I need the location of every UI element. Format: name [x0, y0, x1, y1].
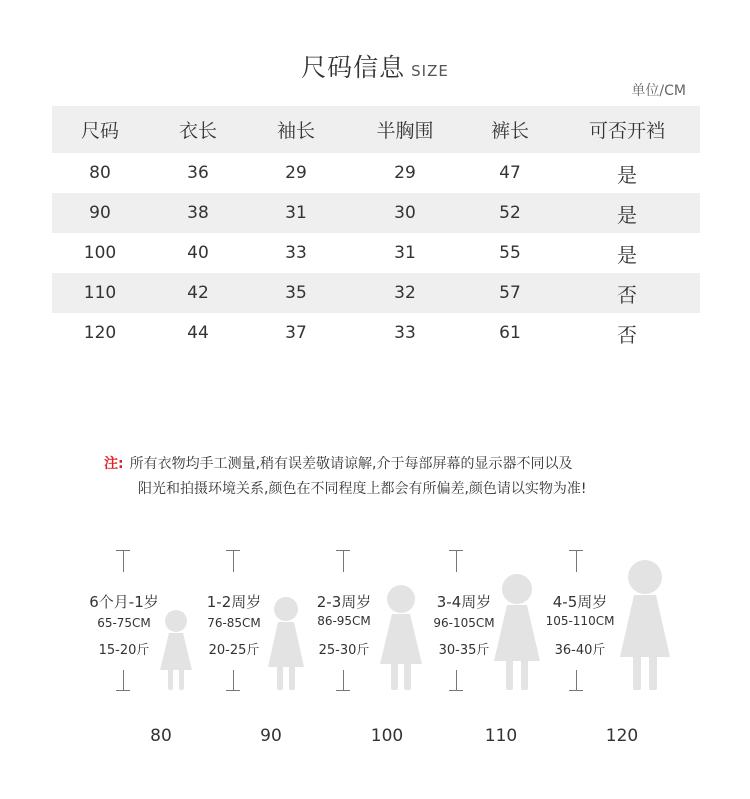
height-bracket-bottom [116, 690, 130, 691]
table-cell: 44 [187, 323, 209, 343]
table-cell: 42 [187, 283, 209, 303]
height-bracket-line [456, 670, 457, 690]
table-cell: 29 [285, 163, 307, 183]
height-bracket-bottom [336, 690, 350, 691]
height-bracket-line [123, 550, 124, 572]
table-cell: 31 [394, 243, 416, 263]
height-range: 105-110CM [545, 614, 615, 628]
weight-range: 25-30斤 [318, 643, 370, 658]
table-cell: 47 [499, 163, 521, 183]
size-label: 90 [260, 726, 282, 746]
title-subtitle: SIZE [411, 62, 449, 80]
size-label: 120 [605, 726, 639, 746]
table-cell: 33 [394, 323, 416, 343]
column-header: 裤长 [490, 120, 529, 142]
weight-range: 20-25斤 [208, 643, 260, 658]
height-bracket-line [576, 550, 577, 572]
table-cell: 30 [394, 203, 416, 223]
age-label: 4-5周岁 [552, 593, 608, 611]
weight-range: 15-20斤 [98, 643, 150, 658]
table-row [52, 193, 700, 233]
note-line-2: 阳光和拍摄环境关系,颜色在不同程度上都会有所偏差,颜色请以实物为准! [138, 481, 587, 497]
age-label: 2-3周岁 [316, 593, 372, 611]
age-label: 6个月-1岁 [89, 593, 159, 611]
table-cell: 38 [187, 203, 209, 223]
table-cell: 37 [285, 323, 307, 343]
table-cell: 100 [83, 243, 117, 263]
table-cell: 29 [394, 163, 416, 183]
child-silhouette-icon [616, 558, 674, 692]
size-label: 110 [484, 726, 518, 746]
measurement-note [104, 452, 664, 502]
weight-range: 30-35斤 [438, 643, 490, 658]
table-row [52, 153, 700, 193]
table-cell: 是 [617, 242, 637, 267]
table-cell: 40 [187, 243, 209, 263]
size-table [52, 106, 700, 353]
table-row [52, 273, 700, 313]
height-range: 86-95CM [317, 614, 371, 628]
height-range: 65-75CM [97, 616, 151, 630]
note-label: 注: [104, 456, 124, 472]
table-cell: 90 [89, 203, 111, 223]
table-row [52, 313, 700, 353]
table-row [52, 233, 700, 273]
growth-chart [0, 540, 750, 750]
table-cell: 120 [83, 323, 117, 343]
height-range: 96-105CM [433, 616, 495, 630]
height-bracket-bottom [569, 690, 583, 691]
size-label: 80 [150, 726, 172, 746]
size-labels [0, 726, 750, 750]
size-label: 100 [370, 726, 404, 746]
height-range: 76-85CM [207, 616, 261, 630]
table-header-row [52, 106, 700, 153]
table-cell: 61 [499, 323, 521, 343]
table-cell: 55 [499, 243, 521, 263]
table-cell: 35 [285, 283, 307, 303]
table-cell: 33 [285, 243, 307, 263]
height-bracket-line [343, 550, 344, 572]
height-bracket-bottom [449, 690, 463, 691]
column-header: 尺码 [80, 120, 119, 142]
height-bracket-line [343, 670, 344, 690]
table-cell: 36 [187, 163, 209, 183]
height-bracket-line [233, 670, 234, 690]
column-header: 半胸围 [376, 120, 434, 142]
height-bracket-line [576, 670, 577, 690]
table-cell: 110 [83, 283, 117, 303]
height-bracket-line [456, 550, 457, 572]
column-header: 可否开裆 [588, 120, 665, 142]
table-cell: 是 [617, 202, 637, 227]
height-bracket-line [233, 550, 234, 572]
table-cell: 80 [89, 163, 111, 183]
table-cell: 否 [617, 322, 637, 347]
height-bracket-line [123, 670, 124, 690]
note-line-1: 所有衣物均手工测量,稍有误差敬请谅解,介于每部屏幕的显示器不同以及 [129, 456, 573, 472]
age-label: 3-4周岁 [436, 593, 492, 611]
table-cell: 52 [499, 203, 521, 223]
column-header: 衣长 [178, 120, 217, 142]
table-cell: 是 [617, 162, 637, 187]
height-bracket-bottom [226, 690, 240, 691]
table-cell: 32 [394, 283, 416, 303]
title-text: 尺码信息 [301, 53, 406, 82]
weight-range: 36-40斤 [554, 643, 606, 658]
table-cell: 31 [285, 203, 307, 223]
table-cell: 57 [499, 283, 521, 303]
child-silhouette-icon [490, 572, 544, 692]
page-title [0, 48, 750, 84]
table-cell: 否 [617, 282, 637, 307]
age-label: 1-2周岁 [206, 593, 262, 611]
unit-label: 单位/CM [631, 83, 686, 99]
column-header: 袖长 [276, 120, 315, 142]
